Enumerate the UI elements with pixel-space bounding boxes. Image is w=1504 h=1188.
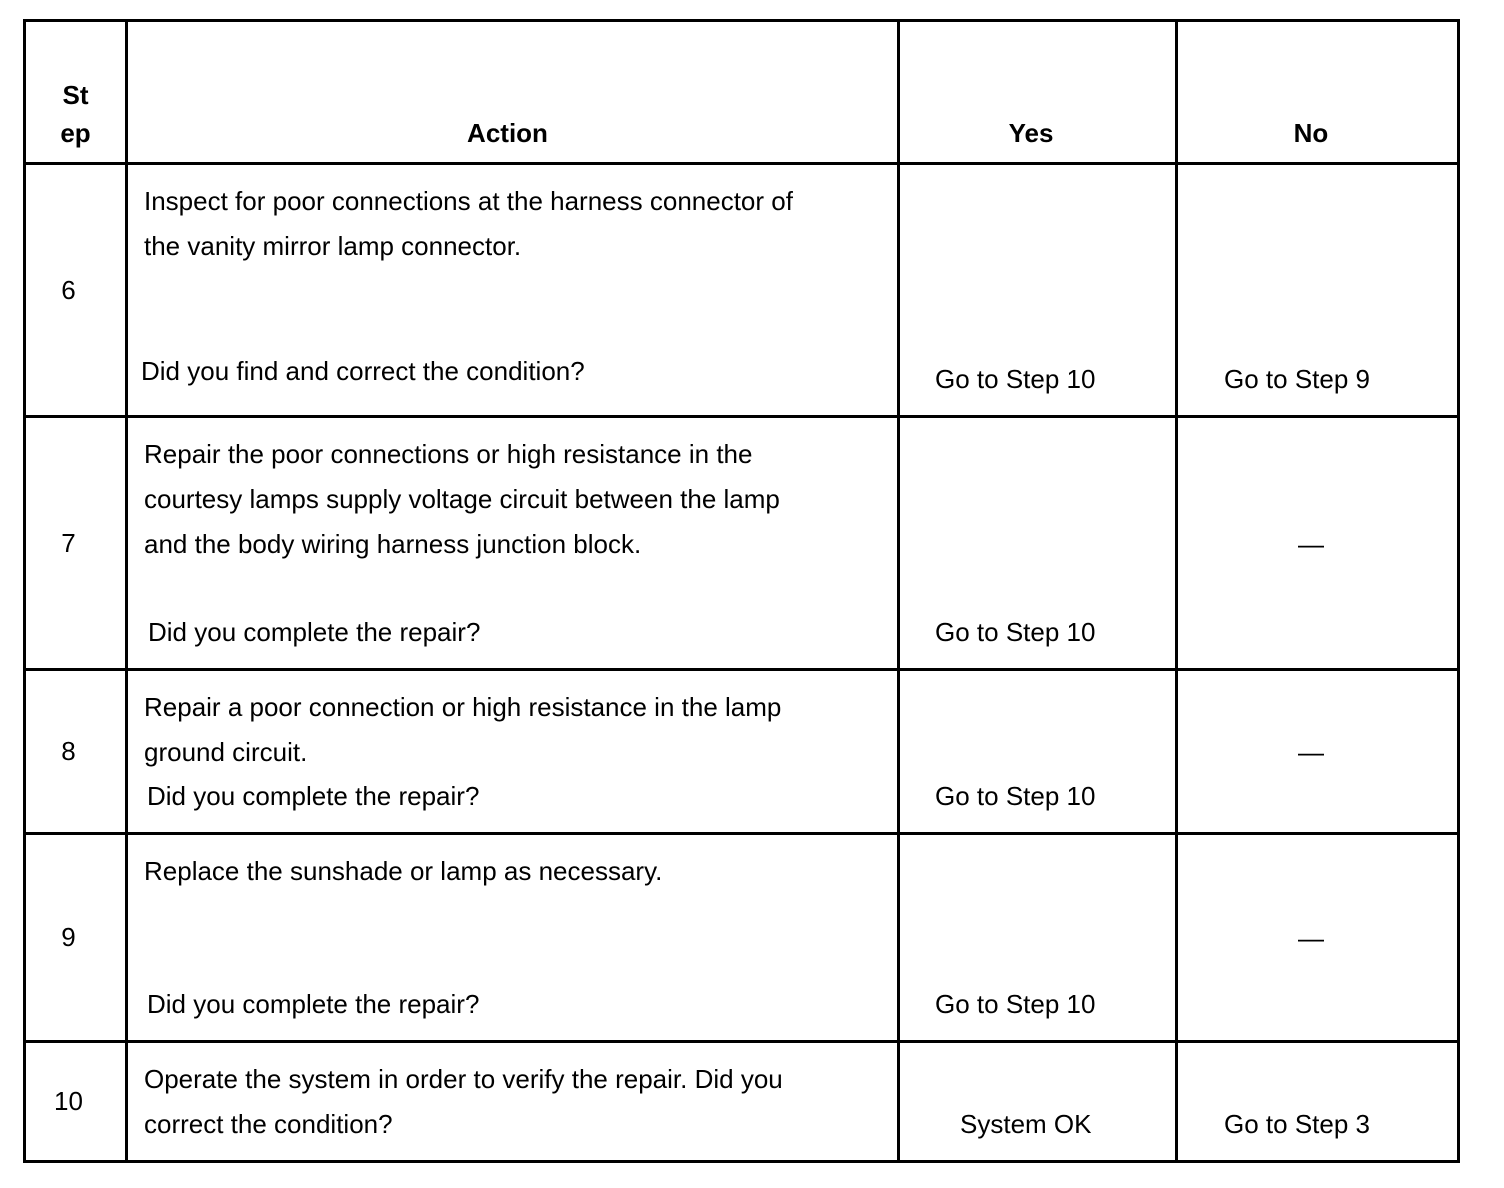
row-divider [23,1040,1460,1043]
no-result-dash: — [1298,529,1324,559]
header-divider [23,162,1460,165]
no-result: Go to Step 9 [1224,364,1370,394]
yes-result: System OK [960,1109,1092,1139]
step-number: 7 [61,528,76,558]
action-text: Operate the system in order to verify the repair. Did you [144,1064,783,1094]
action-question: Did you complete the repair? [148,617,481,647]
column-divider [1175,19,1178,1163]
header-action: Action [467,118,548,148]
header-step-line: St [62,80,89,110]
action-text: Inspect for poor connections at the harness connector of [144,186,793,216]
table-border-left [23,19,26,1163]
row-divider [23,668,1460,671]
step-number: 6 [61,275,76,305]
column-divider [897,19,900,1163]
diagnostic-table [23,19,1460,1163]
step-number: 10 [54,1086,83,1116]
yes-result: Go to Step 10 [935,617,1096,647]
step-number: 9 [61,922,76,952]
action-text: courtesy lamps supply voltage circuit between the lamp [144,484,780,514]
table-border-bottom [23,1160,1460,1163]
no-result: Go to Step 3 [1224,1109,1370,1139]
row-divider [23,415,1460,418]
row-divider [23,832,1460,835]
table-border-top [23,19,1460,22]
header-yes: Yes [1008,118,1054,148]
column-divider [125,19,128,1163]
action-question: Did you find and correct the condition? [141,356,585,386]
action-question: Did you complete the repair? [147,781,480,811]
yes-result: Go to Step 10 [935,781,1096,811]
header-step-line: ep [60,118,91,148]
table-border-right [1457,19,1460,1163]
yes-result: Go to Step 10 [935,364,1096,394]
action-question: Did you complete the repair? [147,989,480,1019]
action-text: correct the condition? [144,1109,393,1139]
no-result-dash: — [1298,923,1324,953]
action-text: Repair a poor connection or high resistance in the lamp [144,692,782,722]
action-text: and the body wiring harness junction block. [144,529,642,559]
header-step [26,76,125,152]
action-text: Replace the sunshade or lamp as necessary. [144,856,663,886]
step-number: 8 [61,736,76,766]
action-text: Repair the poor connections or high resistance in the [144,439,753,469]
action-text: the vanity mirror lamp connector. [144,231,522,261]
action-text: ground circuit. [144,737,308,767]
header-no: No [1293,118,1329,148]
no-result-dash: — [1298,737,1324,767]
yes-result: Go to Step 10 [935,989,1096,1019]
